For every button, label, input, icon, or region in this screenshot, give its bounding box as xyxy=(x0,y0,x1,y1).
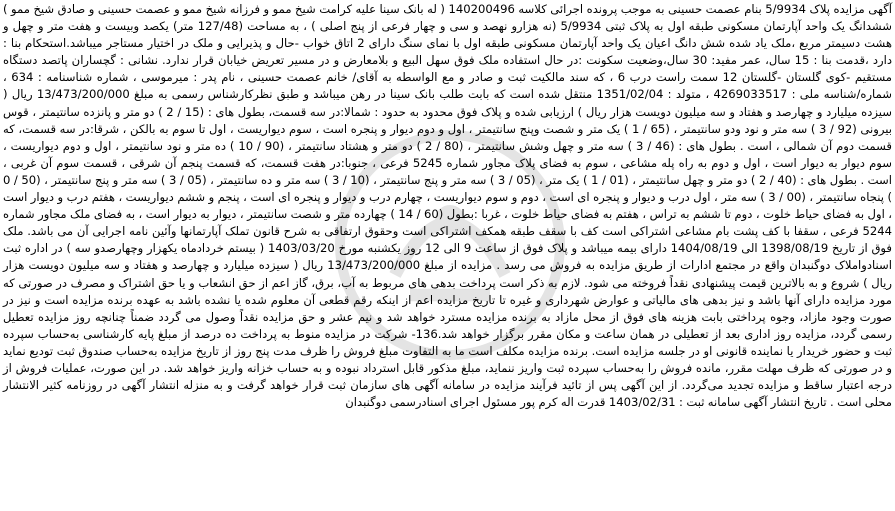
auction-notice-text: آگهی مزایده پلاک 5/9934 بنام عصمت حسینی به موجب پرونده اجرائی کلاسه 140200496 ( له بانک سینا علیه کرامت شیخ ممو و فرزانه شیخ ممو و عصمت حسینی و صادق شیخ ممو ) ششدانگ یک واحد آپارتمان مسکونی طبقه اول به پلاک ثبتی 5/9934 (نه هزارو نهصد و سی و چهار فرعی از پنج اصلی ) ، به مساحت (127/48 متر) یکصد وبیست و هفت متر و چهل و هشت دسیمتر مربع ،ملک یاد شده شش دانگ اعیان یک واحد آپارتمان مسکونی طبقه اول با نمای سنگ دارای 2 اتاق خواب -حال و پذیرایی و ملک در اختیار مستاجر میباشد.استحکام بنا : دارد ،قدمت بنا : 15 سال، عمر مفید: 30 سال،وضعیت سکونت :در حال استفاده ملک فوق سهل البیع و بلامعارض و در مسیر تعریض خیابان قرار ندارد. نشانی : گچساران پاتصد دستگاه مستقیم -کوی گلستان -گلستان 12 سمت راست درب 6 ، که سند مالکیت ثبت و صادر و مع الواسطه به آقای/ خانم عصمت حسینی ، نام پدر : میرموسی ، شماره شناسنامه : 634 ، شماره/شناسه ملی : 4269033517 ، متولد : 1351/02/04 منتقل شده است که بابت طلب بانک سینا در رهن میباشد و طبق نظرکارشناس رسمی به مبلغ 13/473/200/000 ریال ( سیزده میلیارد و چهارصد و هفتاد و سه میلیون دویست هزار ریال ) ارزیابی شده و پلاک فوق محدود به حدود : شمالا:در سه قسمت، بطول های : (15 / 2 ) دو متر و پانزده سانتیمتر ، قوس بیرونی (92 / 3 ) سه متر و نود ودو سانتیمتر ، (65 / 1 ) یک متر و شصت وپنج سانتیمتر ، اول و دوم دیوار و پنجره است ، سوم دیواریست ، اول تا سوم به بالکن ، شرقا:در سه قسمت، که قسمت دوم آن شمالی ، است . بطول های : (46 / 3 ) سه متر و چهل وشش سانتیمتر ، (80 / 2 ) دو متر و هشتاد سانتیمتر ، (90 / 10 ) ده متر و نود سانتیمتر ، اول و دوم دیواریست ، سوم دیوار به دیوار است ، اول و دوم به راه پله مشاعی ، سوم به فضای پلاک مجاور شماره 5245 فرعی ، جنوبا:در هفت قسمت، که قسمت پنجم آن شرقی ، قسمت سوم آن غربی ، است . بطول های : (40 / 2 ) دو متر و چهل سانتیمتر ، (01 / 1 ) یک متر ، (05 / 3 ) سه متر و پنج سانتیمتر ، (10 / 3 ) سه متر و ده سانتیمتر ، (05 / 3 ) سه متر و پنج سانتیمتر ، (50 / 0 ) پنجاه سانتیمتر ، (00 / 3 ) سه متر ، اول درب و دیوار و پنجره ای است ، دوم و سوم دیواریست ، چهارم درب و دیوار و پنجره ای است ، پنجم و ششم دیواریست ، هفتم درب و دیوار است ، اول به فضای حیاط خلوت ، دوم تا ششم به تراس ، هفتم به فضای حیاط خلوت ، غربا :بطول (60 / 14 ) چهارده متر و شصت سانتیمتر ، دیوار به دیوار است ، به فضای ملک مجاور شماره 5244 فرعی ، سقفا با کف پشت بام مشاعی اشتراکی است کف با سقف طبقه همکف اشتراکی است وحقوق ارتفاقی به شرح قانون تملک آپارتمانها وآئین نامه اجرایی آن می باشد. ملک فوق از تاریخ 1398/08/19 الی 1404/08/19 دارای بیمه میباشد و پلاک فوق از ساعت 9 الی 12 روز یکشنبه مورخ 1403/03/20 ( بیستم خردادماه یکهزار وچهارصدو سه ) در اداره ثبت اسنادواملاک دوگنبدان واقع در مجتمع ادارات از طریق مزایده به فروش می رسد . مزایده از مبلغ 13/473/200/000 ریال ( سیزده میلیارد و چهارصد و هفتاد و سه میلیون دویست هزار ریال ) شروع و به بالاترین قیمت پیشنهادی نقداً فروخته می شود. لازم به ذکر است پرداخت بدهی های مربوط به آب، برق، گاز اعم از حق انشعاب و یا حق اشتراک و مصرف در صورتی که مورد مزایده دارای آنها باشد و نیز بدهی های مالیاتی و عوارض شهرداری و غیره تا تاریخ مزایده اعم از اینکه رقم قطعی آن معلوم شده یا نشده باشد به عهده برنده مزایده است و نیز در صورت وجود مازاد، وجوه پرداختی بابت هزینه های فوق از محل مازاد به برنده مزایده مسترد خواهد شد و نیم عشر و حق مزایده نقداً وصول می گردد ضمناً چنانچه روز مزایده تعطیل رسمی گردد، مزایده روز اداری بعد از تعطیلی در همان ساعت و مکان مقرر برگزار خواهد شد.136- شرکت در مزایده منوط به پرداخت ده درصد از مبلغ پایه کارشناسی به‌حساب سپرده ثبت و حضور خریدار یا نماینده قانونی او در جلسه مزایده است. برنده مزایده مکلف است ما به التفاوت مبلغ فروش را ظرف مدت پنج روز از تاریخ مزایده به‌حساب صندوق ثبت تودیع نماید و در صورتی که ظرف مهلت مقرر، مانده فروش را به‌حساب سپرده ثبت واریز ننماید، مبلغ مذکور قابل استرداد نبوده و به حساب خزانه واریز خواهد شد. در این صورت، عملیات فروش از درجه اعتبار ساقط و مزایده تجدید می‌گردد. از این آگهی پس از تائید فرآیند مزایده در سامانه آگهی های سازمان ثبت قرار خواهد گرفت و به منزله انتشار آگهی در روزنامه کثیر الانتشار محلی است . تاریخ انتشار آگهی سامانه ثبت : 1403/02/31 قدرت اله کرم پور مسئول اجرای اسنادرسمی دوگنبدان xyxy=(3,2,893,410)
